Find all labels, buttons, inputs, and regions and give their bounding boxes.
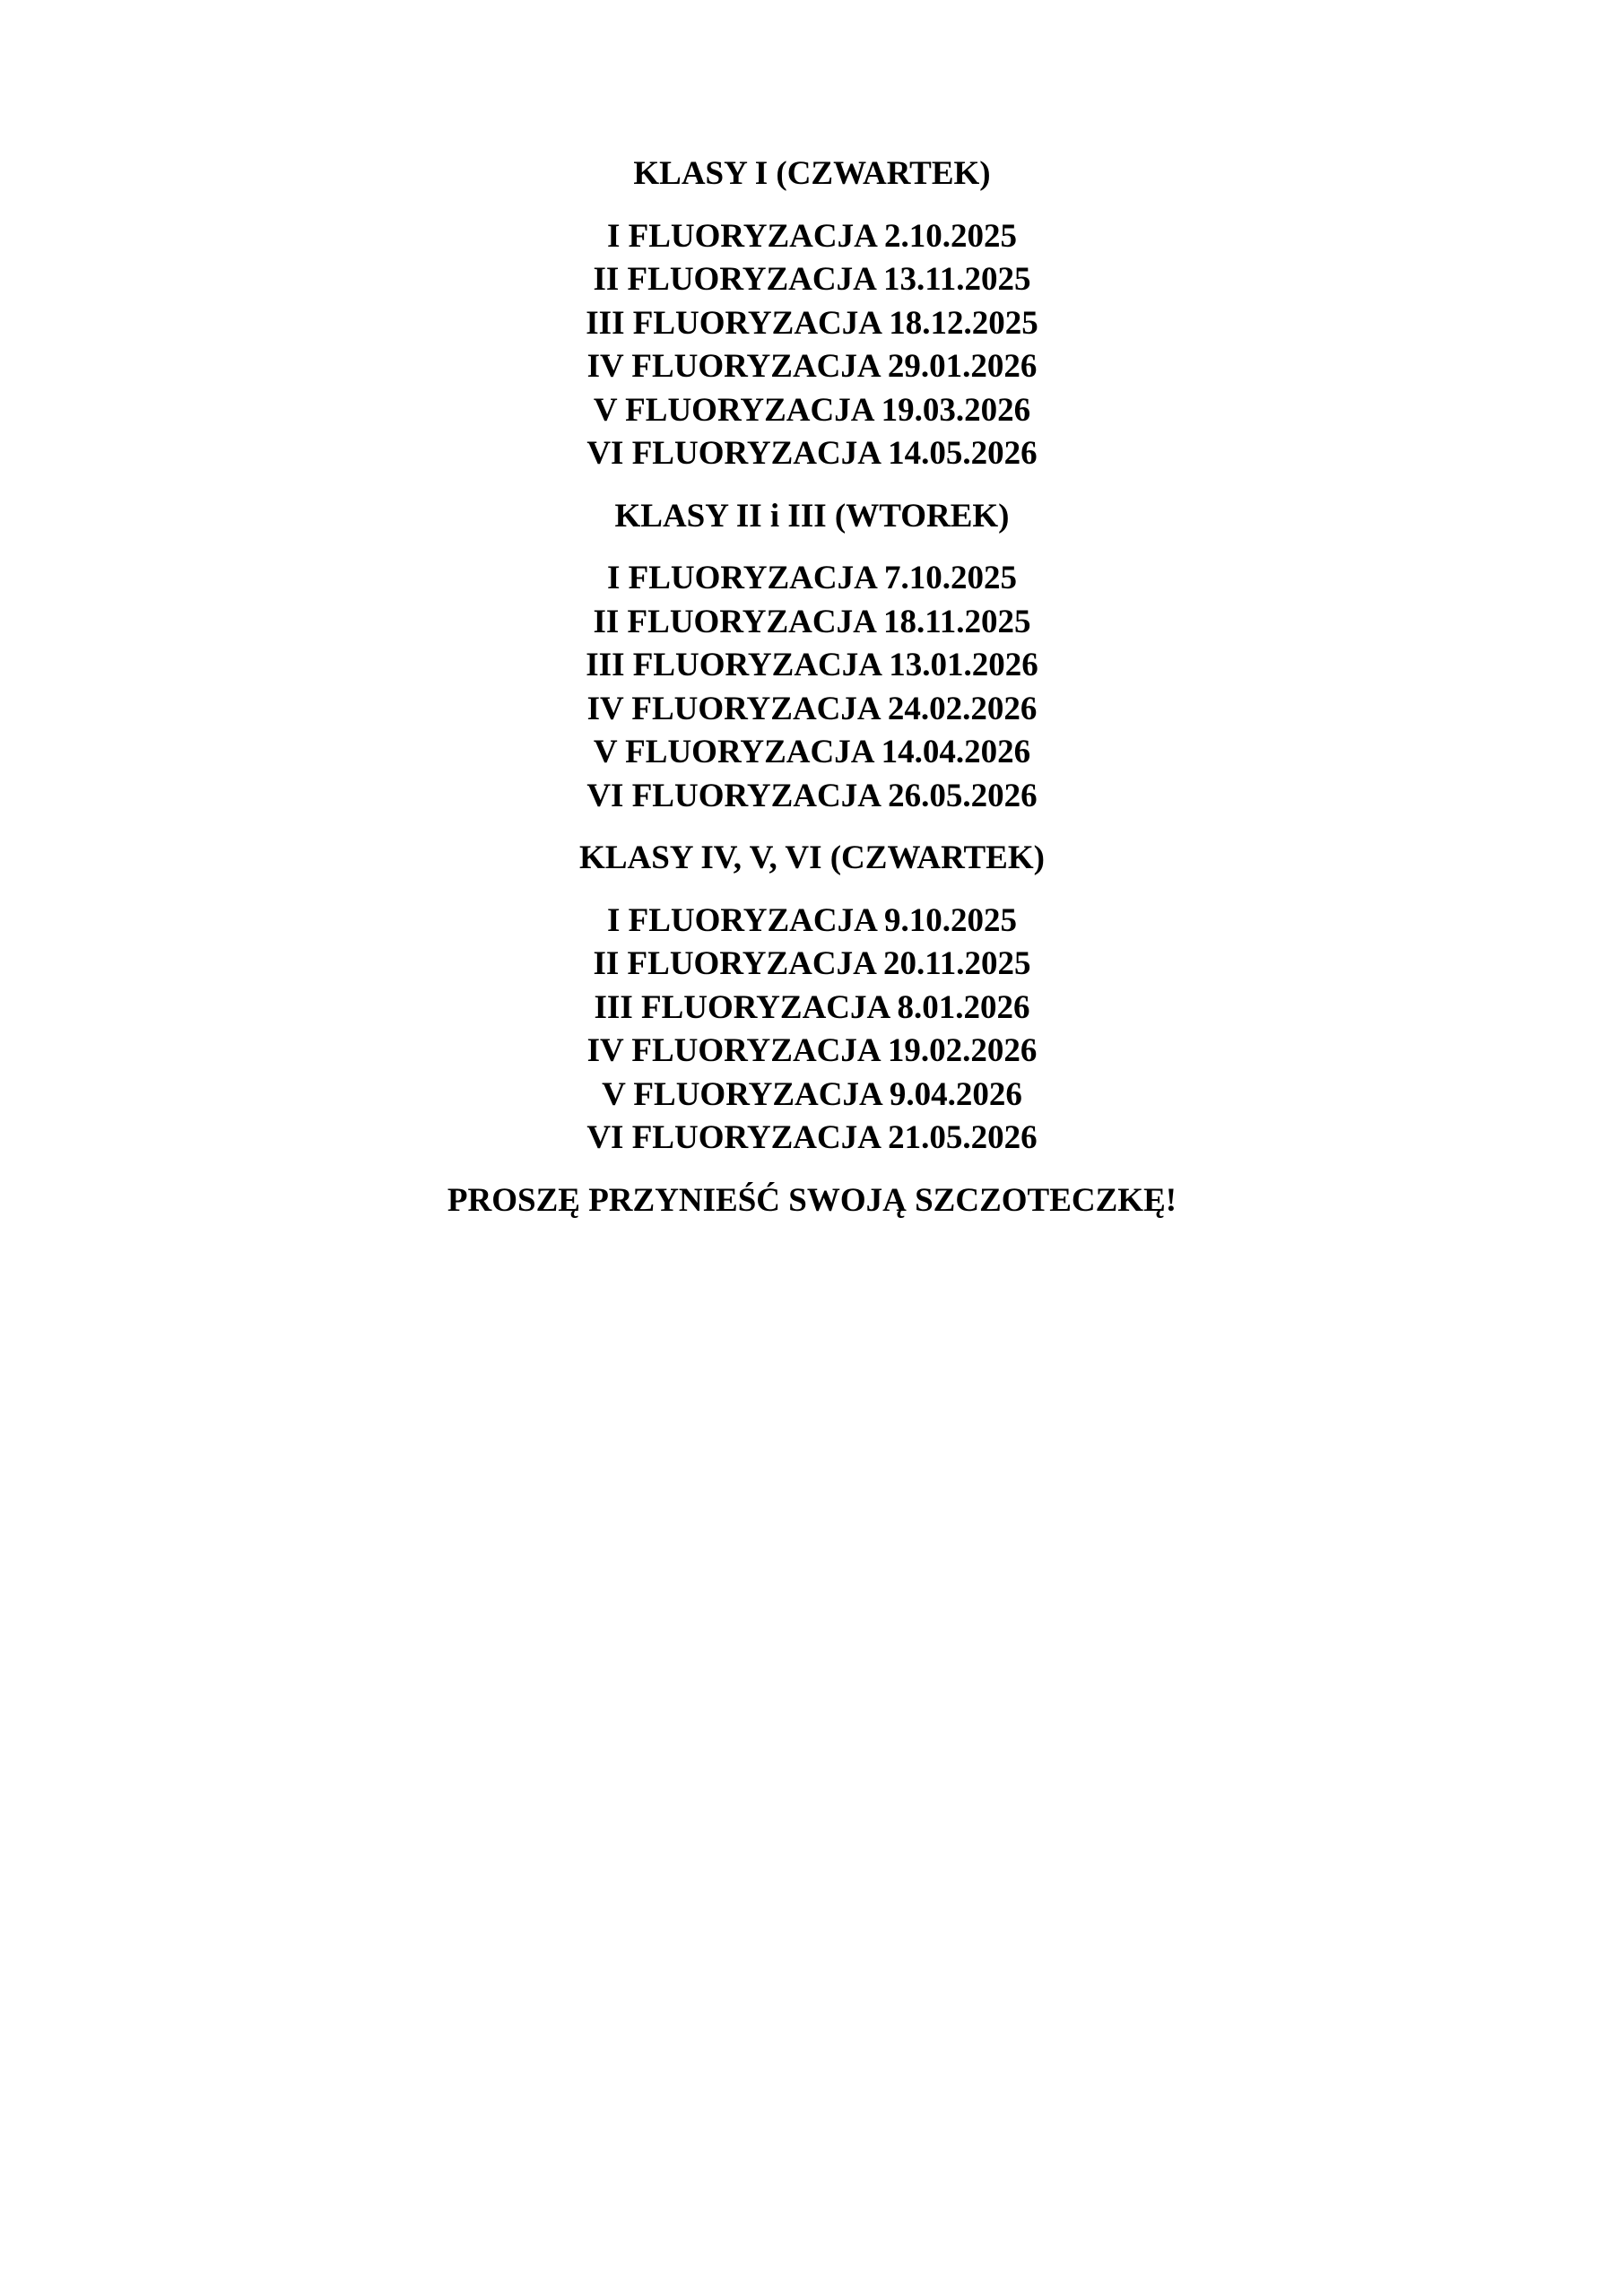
list-item: V FLUORYZACJA 9.04.2026: [602, 1075, 1022, 1113]
document-content: [0, 152, 1624, 1222]
section-klasy-i: [0, 152, 1624, 476]
section-heading: KLASY IV, V, VI (CZWARTEK): [579, 839, 1045, 876]
list-item: IV FLUORYZACJA 19.02.2026: [586, 1032, 1038, 1069]
list-item: IV FLUORYZACJA 29.01.2026: [586, 348, 1038, 385]
section-heading: KLASY II i III (WTOREK): [614, 497, 1010, 535]
list-item: V FLUORYZACJA 14.04.2026: [593, 734, 1031, 770]
list-item: III FLUORYZACJA 13.01.2026: [586, 647, 1038, 683]
spacer: [0, 881, 1624, 900]
list-item: I FLUORYZACJA 2.10.2025: [606, 217, 1018, 255]
section-heading: KLASY I (CZWARTEK): [633, 155, 991, 192]
list-item: VI FLUORYZACJA 14.05.2026: [586, 435, 1038, 472]
fluoride-schedule-list: [0, 557, 1624, 818]
spacer: [0, 1161, 1624, 1179]
fluoride-schedule-list: [0, 900, 1624, 1161]
list-item: II FLUORYZACJA 20.11.2025: [593, 945, 1031, 982]
spacer: [0, 196, 1624, 215]
spacer: [0, 476, 1624, 495]
fluoride-schedule-list: [0, 215, 1624, 476]
list-item: II FLUORYZACJA 18.11.2025: [593, 603, 1031, 640]
list-item: V FLUORYZACJA 19.03.2026: [593, 391, 1031, 429]
toothbrush-reminder: PROSZĘ PRZYNIEŚĆ SWOJĄ SZCZOTECZKĘ!: [447, 1181, 1177, 1219]
section-klasy-ii-iii: [0, 495, 1624, 819]
section-klasy-iv-v-vi: [0, 837, 1624, 1161]
list-item: IV FLUORYZACJA 24.02.2026: [586, 690, 1038, 727]
spacer: [0, 538, 1624, 557]
list-item: II FLUORYZACJA 13.11.2025: [593, 261, 1031, 298]
list-item: VI FLUORYZACJA 26.05.2026: [586, 777, 1038, 814]
list-item: I FLUORYZACJA 7.10.2025: [606, 560, 1018, 596]
list-item: VI FLUORYZACJA 21.05.2026: [586, 1119, 1038, 1156]
list-item: I FLUORYZACJA 9.10.2025: [606, 901, 1018, 939]
list-item: III FLUORYZACJA 18.12.2025: [586, 304, 1038, 342]
list-item: III FLUORYZACJA 8.01.2026: [594, 988, 1030, 1026]
spacer: [0, 818, 1624, 837]
